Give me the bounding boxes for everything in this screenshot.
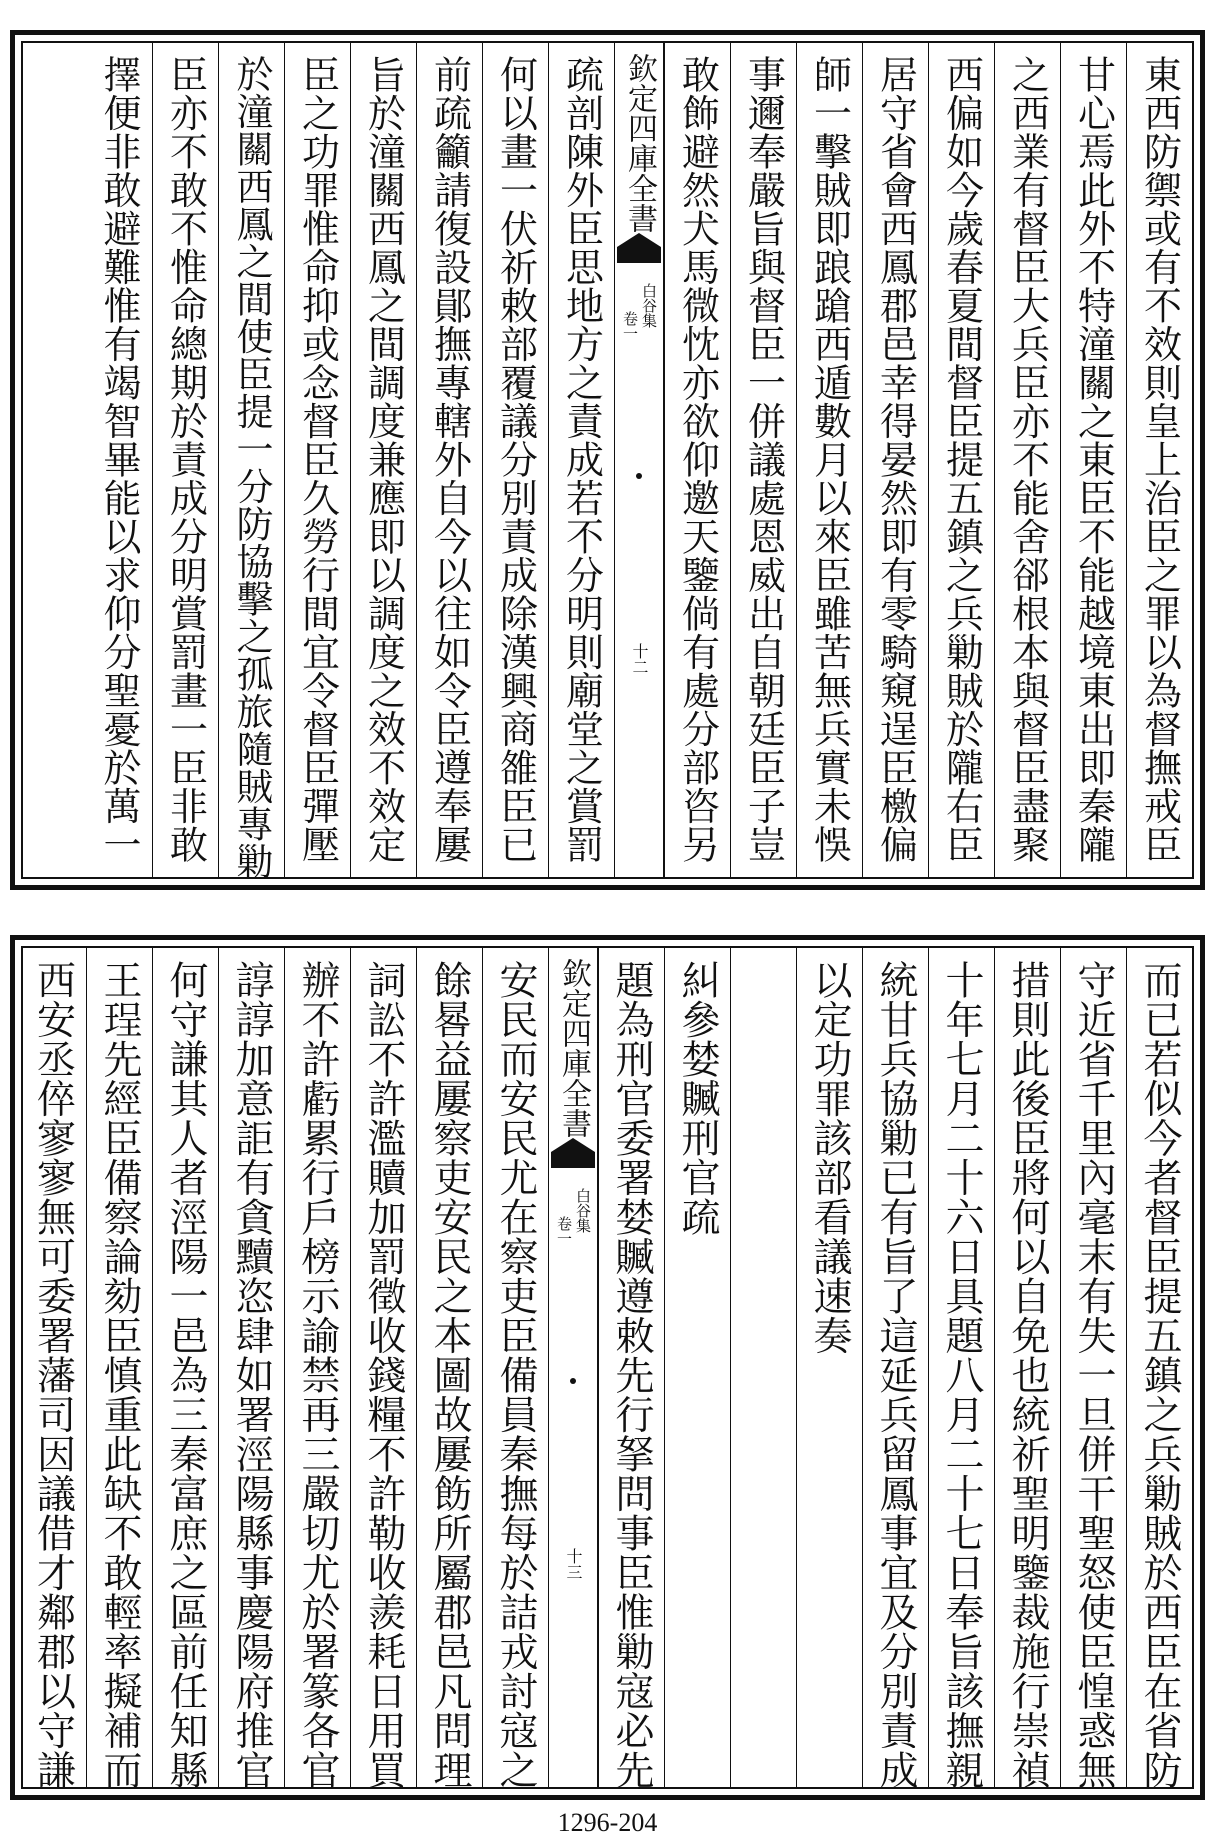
lower-right-column bbox=[664, 948, 730, 1787]
lower-right-column bbox=[928, 948, 994, 1790]
upper-left-column bbox=[548, 43, 614, 877]
column-text: 統甘兵協勦已有旨了這延兵留鳳事宜及分別責成 bbox=[873, 960, 918, 1790]
upper-left-column bbox=[482, 43, 548, 877]
column-text: 之西業有督臣大兵臣亦不能舍郤根本與督臣盡聚 bbox=[1005, 55, 1050, 864]
column-text: 居守省會西鳳郡邑幸得晏然即有零騎窺逞臣檄偏 bbox=[873, 55, 918, 864]
lower-left-column bbox=[482, 948, 548, 1790]
column-text: 臣亦不敢不惟命總期於責成分明賞罰畫一臣非敢 bbox=[163, 55, 208, 864]
column-text: 辦不許虧累行戶榜示諭禁再三嚴切尤於署篆各官 bbox=[295, 960, 340, 1790]
upper-left-column bbox=[86, 43, 152, 877]
lower-text-columns bbox=[23, 948, 1192, 1790]
upper-right-column bbox=[994, 43, 1060, 877]
lower-left-column bbox=[350, 948, 416, 1790]
lower-left-column bbox=[86, 948, 152, 1790]
upper-left-column bbox=[416, 43, 482, 877]
lower-right-column bbox=[598, 948, 664, 1790]
upper-right-column bbox=[1126, 43, 1192, 877]
leaf-number: 十二 bbox=[630, 643, 649, 675]
column-text: 西安丞倅寥寥無可委署藩司因議借才鄰郡以守謙 bbox=[30, 960, 76, 1790]
page-number: 1296-204 bbox=[557, 1808, 658, 1837]
lower-right-column bbox=[796, 948, 862, 1787]
center-fold bbox=[548, 948, 598, 1787]
lower-frame bbox=[21, 946, 1194, 1789]
column-text: 十年七月二十六日具題八月二十七日奉旨該撫親 bbox=[939, 960, 984, 1790]
column-text: 事邇奉嚴旨與督臣一併議處恩威出自朝廷臣子豈 bbox=[741, 55, 786, 864]
lower-right-column bbox=[862, 948, 928, 1790]
upper-left-column bbox=[152, 43, 218, 877]
upper-right-column bbox=[730, 43, 796, 877]
lower-right-column bbox=[1060, 948, 1126, 1790]
lower-left-column bbox=[416, 948, 482, 1790]
column-text: 何以畫一伏祈敕部覆議分別責成除漢興商雒臣已 bbox=[493, 55, 538, 864]
column-text: 王珵先經臣備察論劾臣慎重此缺不敢輕率擬補而 bbox=[97, 960, 142, 1790]
upper-text-columns bbox=[23, 43, 1192, 880]
fishtail-mark-upper bbox=[617, 233, 661, 263]
upper-right-column bbox=[796, 43, 862, 877]
column-text: 擇便非敢避難惟有竭智畢能以求仰分聖憂於萬一 bbox=[97, 55, 141, 864]
upper-frame bbox=[21, 41, 1194, 879]
column-text: 疏剖陳外臣思地方之責成若不分明則廟堂之賞罰 bbox=[559, 55, 604, 864]
column-text: 於潼關西鳳之間使臣提一分防協擊之孤旅隨賊專勦 bbox=[230, 55, 273, 880]
volume-label: 卷一 bbox=[621, 311, 639, 341]
leaf-number: 十三 bbox=[564, 1548, 583, 1580]
column-text: 東西防禦或有不效則皇上治臣之罪以為督撫戒臣 bbox=[1137, 55, 1182, 864]
column-text: 題為刑官委署婪贓遵敕先行拏問事臣惟勦寇必先 bbox=[609, 960, 654, 1790]
lower-right-column bbox=[1126, 948, 1192, 1790]
column-text: 西偏如今歲春夏間督臣提五鎮之兵勦賊於隴右臣 bbox=[939, 55, 984, 864]
lower-left-column bbox=[284, 948, 350, 1790]
upper-right-column bbox=[664, 43, 730, 877]
lower-right-column bbox=[994, 948, 1060, 1790]
upper-left-column bbox=[218, 43, 284, 880]
column-text: 詞訟不許濫贖加罰徵收錢糧不許勒收羨耗日用買 bbox=[361, 960, 406, 1790]
lower-left-column bbox=[152, 948, 218, 1790]
column-text: 旨於潼關西鳳之間調度兼應即以調度之效不效定 bbox=[361, 55, 406, 864]
upper-left-column bbox=[350, 43, 416, 877]
column-text: 甘心焉此外不特潼關之東臣不能越境東出即秦隴 bbox=[1071, 55, 1116, 864]
lower-right-column bbox=[730, 948, 796, 1787]
lower-left-column bbox=[20, 948, 86, 1790]
column-text: 師一擊賊即踉蹌西遁數月以來臣雖苦無兵實未悞 bbox=[807, 55, 852, 864]
lower-left-column bbox=[218, 948, 284, 1790]
book-title: 白谷集 bbox=[574, 1188, 592, 1233]
column-text: 措則此後臣將何以自免也統祈聖明鑒裁施行崇禎 bbox=[1005, 960, 1050, 1790]
upper-right-column bbox=[1060, 43, 1126, 877]
lower-half-page bbox=[10, 935, 1205, 1800]
column-text: 安民而安民尤在察吏臣備員秦撫每於詰戎討寇之 bbox=[493, 960, 538, 1790]
column-text: 諄諄加意詎有貪黷恣肆如署涇陽縣事慶陽府推官 bbox=[229, 960, 274, 1790]
center-fold bbox=[614, 43, 664, 877]
fold-dot-mark bbox=[570, 1378, 576, 1384]
fishtail-mark-upper bbox=[551, 1138, 595, 1168]
upper-right-column bbox=[862, 43, 928, 877]
upper-left-column bbox=[284, 43, 350, 877]
series-title: 欽定四庫全書 bbox=[556, 958, 591, 1138]
column-text: 餘晷益屢察吏安民之本圖故屢飭所屬郡邑凡問理 bbox=[427, 960, 472, 1790]
series-title: 欽定四庫全書 bbox=[622, 53, 657, 233]
fold-dot-mark bbox=[636, 473, 642, 479]
volume-label: 卷一 bbox=[555, 1216, 573, 1246]
column-text: 臣之功罪惟命抑或念督臣久勞行間宜令督臣彈壓 bbox=[295, 55, 340, 864]
upper-half-page bbox=[10, 30, 1205, 890]
column-text: 以定功罪該部看議速奏 bbox=[807, 960, 852, 1355]
column-text: 前疏籲請復設鄖撫專轄外自今以往如令臣遵奉屢 bbox=[427, 55, 472, 864]
column-text: 守近省千里內毫末有失一旦併干聖怒使臣惶惑無 bbox=[1071, 960, 1116, 1790]
book-title: 白谷集 bbox=[640, 283, 658, 328]
column-text: 敢飾避然犬馬微忱亦欲仰邀天鑒倘有處分部咨另 bbox=[675, 55, 720, 864]
upper-right-column bbox=[928, 43, 994, 877]
column-text: 糾參婪贓刑官疏 bbox=[675, 960, 720, 1237]
column-text: 何守謙其人者涇陽一邑為三秦富庶之區前任知縣 bbox=[163, 960, 208, 1790]
column-text: 而已若似今者督臣提五鎮之兵勦賊於西臣在省防 bbox=[1137, 960, 1182, 1790]
